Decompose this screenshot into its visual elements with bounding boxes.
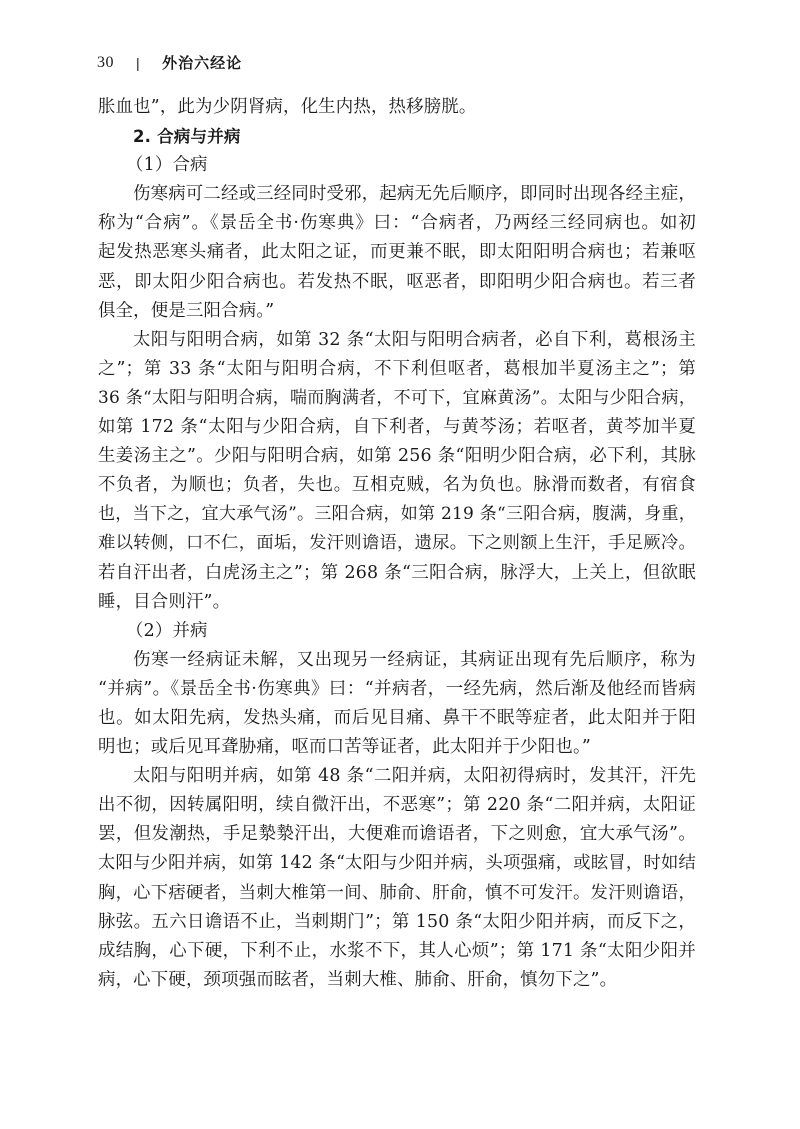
text-line: 难以转侧，口不仁，面垢，发汗则谵语，遗尿。下之则额上生汗，手足厥冷。 [98,533,696,554]
text-line: 恶，即太阳少阳合病也。若发热不眠，呕恶者，即阳明少阳合病也。若三者 [98,271,696,292]
text-line: 若自汗出者，白虎汤主之”；第 268 条“三阳合病，脉浮大，上关上，但欲眠 [98,562,696,583]
text-line: 出不彻，因转属阳明，续自微汗出，不恶寒”；第 220 条“二阳并病，太阳证 [98,795,696,816]
text-line: 太阳与少阳并病，如第 142 条“太阳与少阳并病，头项强痛，或眩冒，时如结 [98,853,696,874]
text-line: 之”；第 33 条“太阳与阳明合病，不下利但呕者，葛根加半夏汤主之”；第 [98,358,696,379]
text-line: 病，心下硬，颈项强而眩者，当刺大椎、肺俞、肝俞，慎勿下之”。 [98,969,618,990]
text-line: 脉弦。五六日谵语不止，当刺期门”；第 150 条“太阳少阳并病，而反下之， [98,911,696,932]
text-line: 生姜汤主之”。少阳与阳明合病，如第 256 条“阳明少阳合病，必下利，其脉 [98,446,696,467]
page-number: 30 [97,53,114,71]
text-line: 起发热恶寒头痛者，此太阳之证，而更兼不眠，即太阳阳明合病也；若兼呕 [98,242,696,263]
text-line: 36 条“太阳与阳明合病，喘而胸满者，不可下，宜麻黄汤”。太阳与少阳合病， [98,387,696,408]
text-line: “并病”。《景岳全书·伤寒典》曰：“并病者，一经先病，然后渐及他经而皆病 [98,678,696,699]
text-line: 罢，但发潮热，手足漐漐汗出，大便难而谵语者，下之则愈，宜大承气汤”。 [98,824,696,845]
text-line: 不负者，为顺也；负者，失也。互相克贼，名为负也。脉滑而数者，有宿食 [98,475,696,496]
text-line: 俱全，便是三阳合病。” [98,300,275,321]
text-line: 明也；或后见耳聋胁痛，呕而口苦等证者，此太阳并于少阳也。” [98,737,591,758]
text-line: 伤寒一经病证未解，又出现另一经病证，其病证出现有先后顺序，称为 [133,649,696,670]
text-line: 太阳与阳明并病，如第 48 条“二阳并病，太阳初得病时，发其汗，汗先 [133,766,696,787]
running-header [97,52,242,73]
text-line: 成结胸，心下硬，下利不止，水浆不下，其人心烦”；第 171 条“太阳少阳并 [98,940,696,961]
subsection-heading: （2）并病 [126,620,208,641]
header-separator: | [136,54,141,71]
text-line: 如第 172 条“太阳与少阳合病，自下利者，与黄芩汤；若呕者，黄芩加半夏 [98,417,696,438]
body-text [98,93,696,995]
text-line: 也，当下之，宜大承气汤”。三阳合病，如第 219 条“三阳合病，腹满，身重， [98,504,696,525]
text-line: 称为“合病”。《景岳全书·伤寒典》曰：“合病者，乃两经三经同病也。如初 [98,213,696,234]
text-line: 也。如太阳先病，发热头痛，而后见目痛、鼻干不眠等症者，此太阳并于阳 [98,707,696,728]
text-line: 太阳与阳明合病，如第 32 条“太阳与阳明合病者，必自下利，葛根汤主 [133,329,696,350]
text-line: 睡，目合则汗”。 [98,591,231,612]
section-heading: 2. 合病与并病 [133,127,241,147]
subsection-heading: （1）合病 [126,155,208,176]
text-line: 胸，心下痞硬者，当刺大椎第一间、肺俞、肝俞，慎不可发汗。发汗则谵语， [98,882,696,903]
text-line: 伤寒病可二经或三经同时受邪，起病无先后顺序，即同时出现各经主症， [133,184,696,205]
text-line: 胀血也”，此为少阴肾病，化生内热，热移膀胱。 [98,97,477,117]
book-title: 外治六经论 [162,54,243,72]
